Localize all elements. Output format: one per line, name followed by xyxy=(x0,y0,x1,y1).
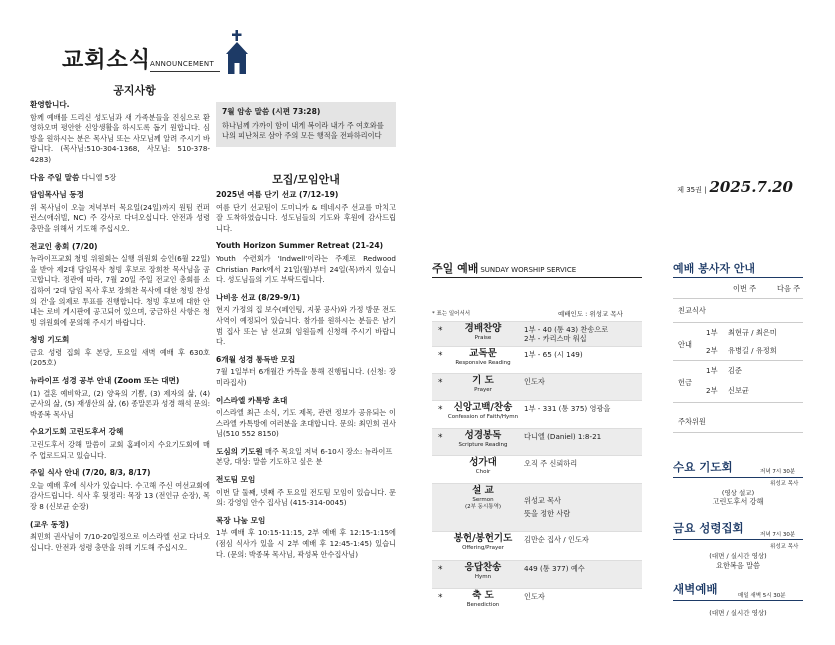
standing-marker: * xyxy=(438,565,443,575)
announcement-title: (교우 동정) xyxy=(30,519,69,529)
issue-date: 2025.7.20 xyxy=(709,178,793,196)
announcement-item xyxy=(216,396,396,440)
announcement-title: 이스라엘 카톡방 초대 xyxy=(216,395,288,405)
announcement-body: (1) 결혼 예비학교, (2) 양육의 기쁨, (3) 제자의 삶, (4) 군사의 삶, (5) 재생산의 삶, (6) 종말론과 성경 해석 문의: 박종복 목사님 xyxy=(30,388,210,419)
memory-verse-box xyxy=(216,102,396,147)
wednesday-heading: 수요 기도회 xyxy=(673,460,733,474)
worship-row xyxy=(432,321,642,346)
worship-item-english: Benediction xyxy=(466,602,500,608)
worship-row xyxy=(432,400,642,428)
announcement-item xyxy=(216,241,396,285)
standing-marker: * xyxy=(438,378,443,388)
worship-item-korean: 설 교 xyxy=(472,485,494,496)
worship-title: 주일 예배 xyxy=(432,262,479,275)
parking-label: 주차위원 xyxy=(678,417,706,426)
guide-1-label: 1부 xyxy=(706,328,718,337)
announcement-item xyxy=(30,427,210,461)
worship-item-korean: 성경봉독 xyxy=(464,430,502,441)
worship-item-korean: 경배찬양 xyxy=(464,323,502,334)
worship-item-name xyxy=(442,323,524,342)
standing-marker: * xyxy=(438,351,443,361)
announcement-body: 뉴라이프교회 청빙 위원회는 실행 위원회 승인(6월 22일)을 받아 제2대 담임목사 청빙 후보로 장희찬 목사님을 공고합니다. 정관에 따라, 7월 20일 주일 전교인 총회를 소집하여 '2대 담임 목사 후보 장희찬 목사에 대한 청빙 찬성의 건'을 의제로 투표를 진행합니다. 청빙 후보에 대한 안내는 로비 게시판에 공고되어 있으며, 궁금하신 사항은 청빙 위원회에 문의해 주시기 바랍니다. xyxy=(30,254,210,327)
announcement-title: 담임목사님 동정 xyxy=(30,190,84,200)
announcement-body: 다니엘 5장 xyxy=(79,172,117,182)
worship-item-english: Praise xyxy=(474,335,492,341)
announcement-item xyxy=(30,190,210,234)
announcement-body: 최민희 권사님이 7/10-20일정으로 이스라엘 선교 다녀오십니다. 안전과 성령 충만을 위해 기도해 주십시오. xyxy=(30,532,210,552)
wednesday-message: 고린도후서 강해 xyxy=(712,497,764,506)
announcement-body: 이스라엘 최근 소식, 기도 제목, 관련 정보가 공유되는 이스라엘 카톡방에 여러분을 초대합니다. 문의: 최민희 권사님(510 552 8150) xyxy=(216,408,396,439)
announcement-item xyxy=(216,190,396,234)
announcement-item xyxy=(216,355,396,389)
announcement-body: 매주 목요일 저녁 6-10시 장소: 뉴라이프 본당, 대상: 말씀 기도하고 싶은 분 xyxy=(216,446,393,467)
worship-row xyxy=(432,483,642,531)
wednesday-divider xyxy=(673,477,803,478)
worship-item-name xyxy=(442,375,524,394)
servers-rule xyxy=(673,432,803,433)
worship-row xyxy=(432,531,642,560)
announcement-item xyxy=(216,516,396,560)
worship-row xyxy=(432,560,642,588)
worship-item-value: 449 (통 377) 예수 xyxy=(524,564,585,573)
announcement-title: 전교인 총회 (7/20) xyxy=(30,241,98,251)
announcement-body: 위 목사님이 오늘 저녁부터 목요일(24일)까지 원팀 컨퍼런스(애쉬빌, NC) 주 강사로 다녀오십니다. 안전과 성령 충만을 위해서 기도해 주십시오. xyxy=(30,202,210,233)
worship-item-korean: 기 도 xyxy=(472,375,494,386)
standing-note: * 표는 일어서서 xyxy=(432,311,471,317)
church-icon xyxy=(220,30,254,74)
servers-rule xyxy=(673,360,803,361)
friday-mode: (대면 / 실시간 영상) xyxy=(709,552,767,560)
worship-leader: 예배인도 : 위성교 목사 xyxy=(558,310,623,318)
worship-heading xyxy=(432,260,576,276)
dawn-divider xyxy=(673,600,803,601)
worship-item-value: 위성교 목사 뜻을 정한 사람 xyxy=(524,496,571,518)
announcement-body: 1부 예배 후 10:15-11:15, 2부 예배 후 12:15-1:15에 (점심 식사가 있을 시 2부 예배 후 12:45-1:45) 있습니다. (문의: 박종복 목사님, 곽성복 안수집사님) xyxy=(216,528,396,559)
worship-item-english: Hymn xyxy=(474,574,492,580)
friday-time: 저녁 7시 30분 xyxy=(760,532,796,538)
worship-item-english: Choir xyxy=(475,469,491,475)
worship-item-name xyxy=(442,533,524,552)
worship-item-value: 김만순 집사 / 인도자 xyxy=(524,535,589,544)
guide-label: 안내 xyxy=(678,340,692,349)
worship-item-name xyxy=(442,562,524,581)
announcement-title: 도심의 기도원 xyxy=(216,446,263,456)
worship-item-english: Prayer xyxy=(474,387,492,393)
worship-item-korean: 신앙고백/찬송 xyxy=(453,402,513,413)
notice-column xyxy=(30,100,210,560)
worship-item-value: 1부 - 40 (통 43) 찬송으로 2부 - 카리스마 워십 xyxy=(524,325,609,343)
recruit-column xyxy=(216,190,396,567)
worship-row xyxy=(432,455,642,483)
page-subtitle: ANNOUNCEMENT xyxy=(150,60,215,68)
notice-heading: 공지사항 xyxy=(113,84,156,97)
worship-item-value: 오직 주 신뢰하리 xyxy=(524,459,578,468)
announcement-body: 7월 1일부터 6개월간 카톡을 통해 진행됩니다. (신청: 장미라집사) xyxy=(216,367,396,387)
dawn-time: 매일 새벽 5시 30분 xyxy=(738,593,786,599)
offering-2-value: 신보균 xyxy=(728,386,749,395)
header-divider xyxy=(150,71,220,72)
worship-item-value: 1부 - 331 (통 375) 영광을 xyxy=(524,404,611,413)
worship-row xyxy=(432,428,642,455)
volume-label: 제 35권 | xyxy=(677,186,707,194)
offering-2-label: 2부 xyxy=(706,386,718,395)
announcement-title: 2025년 여름 단기 선교 (7/12-19) xyxy=(216,190,339,199)
announcement-body: 오늘 예배 후에 식사가 있습니다. 수고해 주신 여선교회에 감사드립니다. 식사 후 뒷정리: 목장 13 (전인규 순장), 목장 8 (신보균 순장) xyxy=(30,480,210,511)
announcement-title: 뉴라이프 성경 공부 안내 (Zoom 또는 대면) xyxy=(30,376,180,386)
wednesday-pastor: 위성교 목사 xyxy=(770,481,799,487)
friday-message: 요한복음 말씀 xyxy=(716,561,760,570)
worship-row xyxy=(432,588,642,617)
friday-pastor: 위성교 목사 xyxy=(770,544,799,550)
worship-row xyxy=(432,346,642,373)
announcement-title: 청빙 기도회 xyxy=(30,335,70,345)
announcement-item xyxy=(30,376,210,420)
announcement-item xyxy=(30,173,210,184)
announcement-body: 여름 단기 선교팀이 도미니카 & 테네시주 선교를 마치고 잘 도착하였습니다. 성도님들의 기도와 후원에 감사드립니다. xyxy=(216,202,396,233)
announcement-title: 환영합니다. xyxy=(30,100,70,109)
offering-label: 헌금 xyxy=(678,378,692,387)
worship-item-value: 인도자 xyxy=(524,377,545,386)
announcement-body: Youth 수련회가 'Indwell'이라는 주제로 Redwood Christian Park에서 21일(월)부터 24일(목)까지 있습니다. 성도님들의 기도 부탁드립니다. xyxy=(216,253,396,285)
guide-2-label: 2부 xyxy=(706,346,718,355)
worship-item-korean: 교독문 xyxy=(469,348,497,359)
standing-marker: * xyxy=(438,326,443,336)
worship-item-english: Offering/Prayer xyxy=(462,545,504,551)
announcement-body: 금요 성령 집회 후 본당, 토요일 새벽 예배 후 630호 (205호) xyxy=(30,347,210,368)
worship-item-korean: 성가대 xyxy=(469,457,497,468)
worship-item-name xyxy=(442,348,524,367)
announcement-item xyxy=(30,520,210,554)
worship-item-name xyxy=(442,590,524,609)
issue-info xyxy=(677,178,793,196)
announcement-body: 고린도후서 강해 말씀이 교회 홈페이지 수요기도회에 매주 업로드되고 있습니다. xyxy=(30,440,210,460)
servers-heading: 예배 봉사자 안내 xyxy=(673,262,756,275)
announcement-item xyxy=(216,475,396,509)
servers-divider xyxy=(673,277,803,278)
wednesday-mode: (영상 설교) xyxy=(721,489,755,497)
page-title: 교회소식 xyxy=(62,48,152,73)
announcement-item xyxy=(216,293,396,348)
worship-item-value: 인도자 xyxy=(524,592,545,601)
worship-item-english: Confession of Faith/Hymn xyxy=(447,414,519,420)
announcement-body: 현지 가정의 집 보수(페인팅, 지붕 공사)와 가정 방문 전도 사역이 예정되어 있습니다. 참가를 원하시는 분들은 남기범 집사 또는 남 선교회 임원들께 신청해 주시기 바랍니다. xyxy=(216,305,396,347)
announcement-item xyxy=(30,335,210,369)
friday-heading: 금요 성령집회 xyxy=(673,521,744,535)
this-week-label: 이번 주 xyxy=(733,284,757,293)
worship-title-en: SUNDAY WORSHIP SERVICE xyxy=(480,266,577,274)
announcement-item xyxy=(216,447,396,468)
guide-1-value: 최현규 / 최은미 xyxy=(728,328,777,337)
welcome-label: 친교식사 xyxy=(678,306,706,315)
offering-1-label: 1부 xyxy=(706,366,718,375)
servers-rule xyxy=(673,322,803,323)
announcement-body: 이번 달 둘째, 넷째 주 토요일 전도팀 모임이 있습니다. 문의: 강영임 안수 집사님 (415-314-0045) xyxy=(216,487,396,508)
worship-item-korean: 응답찬송 xyxy=(464,562,502,573)
worship-row xyxy=(432,373,642,400)
offering-1-value: 김준 xyxy=(728,366,742,375)
next-week-label: 다음 주 xyxy=(777,284,801,293)
servers-rule xyxy=(673,298,803,299)
announcement-item xyxy=(30,100,210,166)
dawn-mode: (대면 / 실시간 영상) xyxy=(709,609,767,617)
announcement-title: 목장 나눔 모임 xyxy=(216,515,266,525)
announcement-title: 수요기도회 고린도후서 강해 xyxy=(30,427,124,437)
worship-item-korean: 봉헌/봉헌기도 xyxy=(453,533,513,544)
worship-item-value: 다니엘 (Daniel) 1:8-21 xyxy=(524,432,602,441)
announcement-body: 함께 예배를 드리신 성도님과 새 가족분들을 진심으로 환영하오며 평안한 신앙생활을 하시도록 돕기 원합니다. 심방을 원하시는 분은 목사님 또는 사모님께 알려 주시기 바랍니다. (목사님:510-304-1368, 사모님: 510-378-4283) xyxy=(30,112,210,164)
servers-rule xyxy=(673,402,803,403)
dawn-heading: 새벽예배 xyxy=(673,582,718,596)
worship-item-korean: 축 도 xyxy=(472,590,494,601)
guide-2-value: 유병길 / 유정희 xyxy=(728,346,777,355)
memory-verse-text: 하나님께 가까이 함이 내게 복이라 내가 주 여호와를 나의 피난처로 삼아 주의 모든 행적을 전파하리이다 xyxy=(222,120,384,141)
announcement-title: 6개월 성경 통독반 모집 xyxy=(216,354,296,364)
wednesday-time: 저녁 7시 30분 xyxy=(760,469,796,475)
worship-item-english: Responsive Reading xyxy=(455,360,511,366)
announcement-title: 다음 주일 말씀 xyxy=(30,172,80,182)
announcement-item xyxy=(30,242,210,329)
worship-item-name xyxy=(442,402,524,421)
worship-item-name xyxy=(442,457,524,476)
standing-marker: * xyxy=(438,405,443,415)
announcement-item xyxy=(30,468,210,512)
worship-divider xyxy=(432,277,642,278)
worship-item-name xyxy=(442,485,524,511)
announcement-title: 나비응 선교 (8/29-9/1) xyxy=(216,292,301,302)
worship-item-english: Scripture Reading xyxy=(458,442,508,448)
announcement-title: 주일 식사 안내 (7/20, 8/3, 8/17) xyxy=(30,468,151,478)
recruit-heading: 모집/모임안내 xyxy=(272,173,340,186)
friday-divider xyxy=(673,539,803,540)
worship-item-name xyxy=(442,430,524,449)
standing-marker: * xyxy=(438,593,443,603)
announcement-title: 전도팀 모임 xyxy=(216,475,256,485)
announcement-title: Youth Horizon Summer Retreat (21-24) xyxy=(216,241,384,251)
worship-item-value: 1부 - 65 (시 149) xyxy=(524,350,583,359)
worship-item-english: Sermon (2부 동시통역) xyxy=(464,497,502,510)
standing-marker: * xyxy=(438,433,443,443)
memory-verse-title: 7월 암송 말씀 (시편 73:28) xyxy=(222,107,321,116)
